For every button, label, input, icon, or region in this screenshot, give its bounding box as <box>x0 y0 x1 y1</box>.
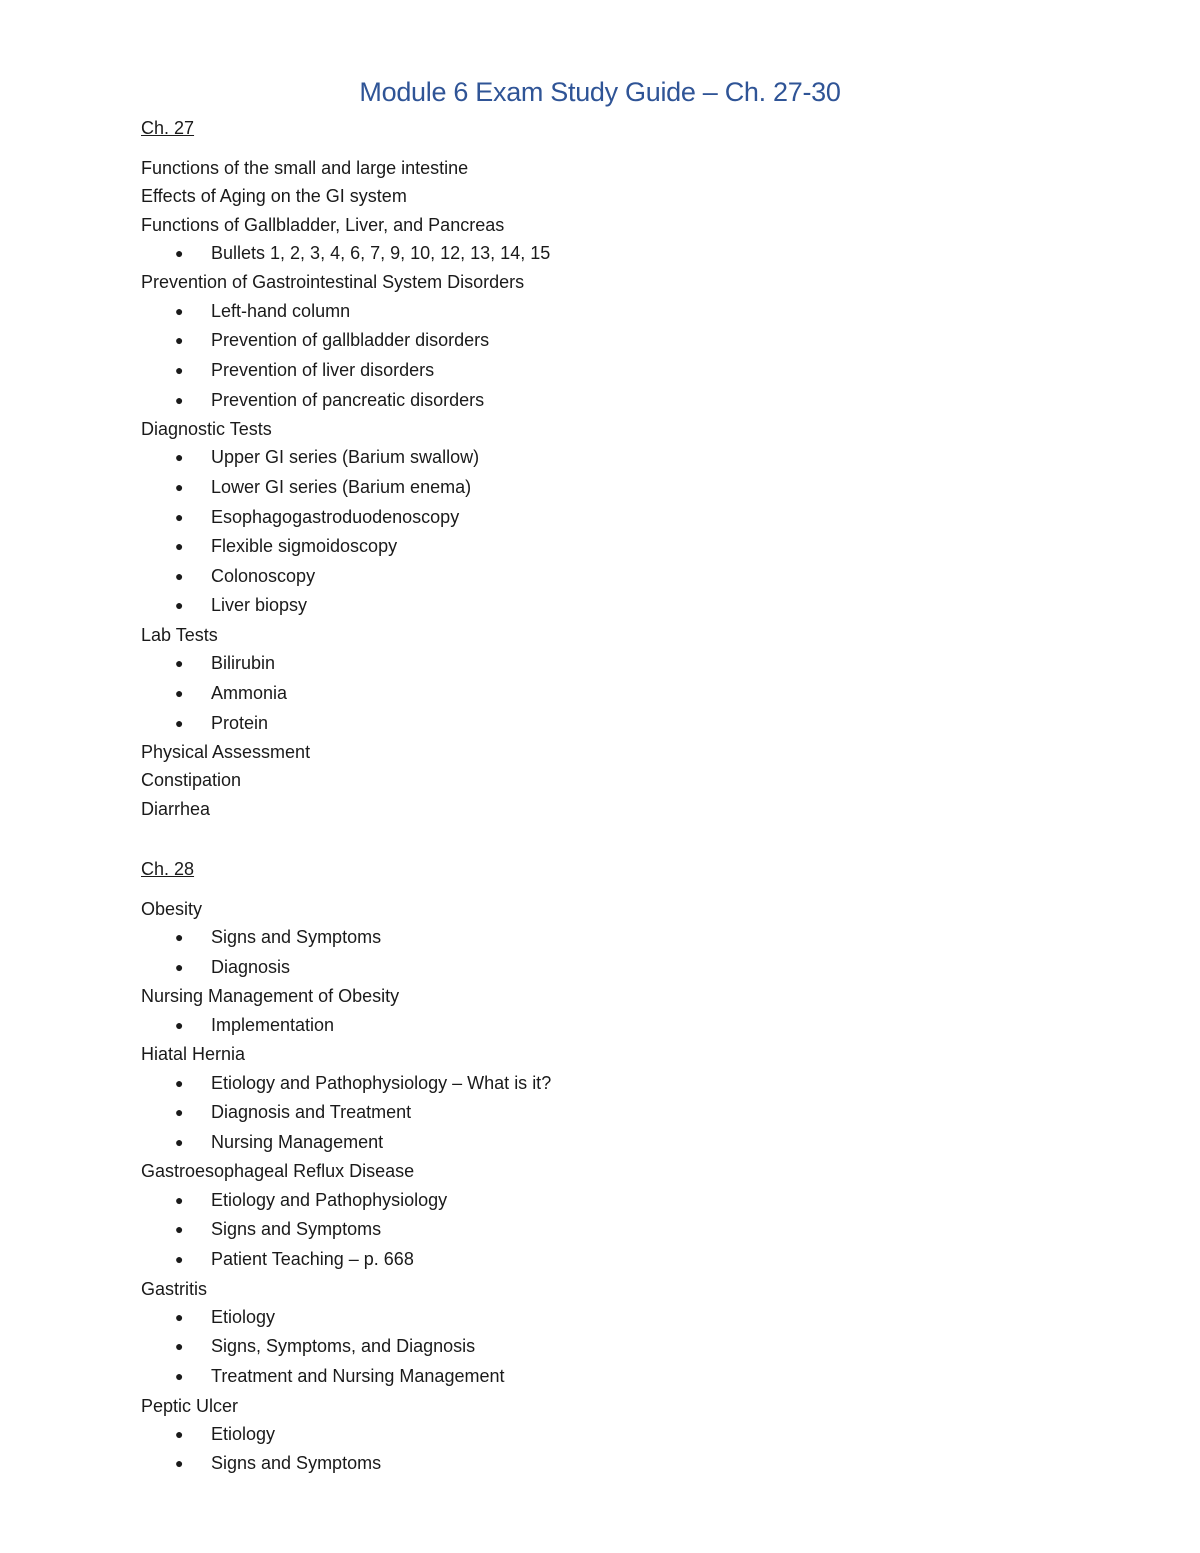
list-item-text: Ammonia <box>211 682 288 703</box>
bullet-icon: ● <box>175 361 184 378</box>
bullet-icon: ● <box>175 508 184 525</box>
bullet-icon: ● <box>175 1250 184 1267</box>
list-item-text: Patient Teaching – p. 668 <box>211 1248 414 1269</box>
bullet-list <box>141 443 1081 621</box>
topic-heading: Obesity <box>141 898 203 919</box>
list-item <box>141 503 1081 533</box>
list-item <box>141 1011 1081 1041</box>
bullet-icon: ● <box>175 684 184 701</box>
topic-heading: Physical Assessment <box>141 742 311 763</box>
bullet-icon: ● <box>175 449 184 466</box>
topic-heading: Nursing Management of Obesity <box>141 986 400 1007</box>
list-item-text: Signs, Symptoms, and Diagnosis <box>211 1336 476 1357</box>
list-item <box>141 1245 1081 1275</box>
bullet-list <box>141 1011 1081 1041</box>
list-item-text: Bullets 1, 2, 3, 4, 6, 7, 9, 10, 12, 13, 14, 15 <box>211 242 551 263</box>
bullet-list <box>141 1069 1081 1158</box>
list-item <box>141 1186 1081 1216</box>
list-item <box>141 1362 1081 1392</box>
bullet-icon: ● <box>175 655 184 672</box>
page-title: Module 6 Exam Study Guide – Ch. 27-30 <box>359 77 841 107</box>
topic-heading: Diagnostic Tests <box>141 419 272 440</box>
bullet-icon: ● <box>175 1338 184 1355</box>
bullet-icon: ● <box>175 567 184 584</box>
topic-heading: Functions of the small and large intestine <box>141 158 469 178</box>
topic-heading: Gastroesophageal Reflux Disease <box>141 1161 415 1182</box>
list-item-text: Left-hand column <box>211 300 351 321</box>
topic-heading: Gastritis <box>141 1278 208 1299</box>
bullet-icon: ● <box>175 1016 184 1033</box>
list-item <box>141 591 1081 621</box>
topic-heading: Effects of Aging on the GI system <box>141 186 407 207</box>
bullet-icon: ● <box>175 1191 184 1208</box>
list-item-text: Upper GI series (Barium swallow) <box>211 447 480 468</box>
bullet-icon: ● <box>175 332 184 349</box>
list-item-text: Etiology <box>211 1306 276 1327</box>
list-item-text: Diagnosis <box>211 956 291 977</box>
list-item-text: Prevention of gallbladder disorders <box>211 330 490 351</box>
bullet-icon: ● <box>175 1133 184 1150</box>
list-item <box>141 923 1081 953</box>
list-item-text: Etiology and Pathophysiology – What is it? <box>211 1072 552 1093</box>
list-item-text: Liver biopsy <box>211 595 308 616</box>
list-item-text: Signs and Symptoms <box>211 1219 382 1240</box>
bullet-list <box>141 1186 1081 1275</box>
topic-heading: Peptic Ulcer <box>141 1395 239 1416</box>
list-item-text: Etiology <box>211 1423 276 1444</box>
bullet-list <box>141 239 1081 269</box>
list-item <box>141 1098 1081 1128</box>
list-item-text: Bilirubin <box>211 653 276 674</box>
bullet-icon: ● <box>175 1425 184 1442</box>
list-item-text: Prevention of pancreatic disorders <box>211 389 485 410</box>
list-item <box>141 1303 1081 1333</box>
bullet-list <box>141 923 1081 982</box>
list-item-text: Diagnosis and Treatment <box>211 1102 412 1123</box>
list-item <box>141 1332 1081 1362</box>
chapter-heading-ch28: Ch. 28 <box>141 858 195 879</box>
bullet-icon: ● <box>175 929 184 946</box>
list-item <box>141 386 1081 416</box>
bullet-icon: ● <box>175 1074 184 1091</box>
bullet-icon: ● <box>175 597 184 614</box>
list-item-text: Protein <box>211 712 269 733</box>
bullet-icon: ● <box>175 302 184 319</box>
list-item <box>141 562 1081 592</box>
list-item <box>141 239 1081 269</box>
list-item <box>141 532 1081 562</box>
topic-heading: Hiatal Hernia <box>141 1044 246 1065</box>
list-item <box>141 297 1081 327</box>
list-item-text: Nursing Management <box>211 1131 384 1152</box>
bullet-icon: ● <box>175 479 184 496</box>
bullet-icon: ● <box>175 391 184 408</box>
list-item-text: Prevention of liver disorders <box>211 359 435 380</box>
list-item-text: Esophagogastroduodenoscopy <box>211 506 460 527</box>
bullet-list <box>141 649 1081 738</box>
list-item-text: Implementation <box>211 1014 335 1035</box>
list-item <box>141 1128 1081 1158</box>
bullet-list <box>141 1303 1081 1392</box>
document-page <box>141 74 1081 1479</box>
list-item <box>141 473 1081 503</box>
list-item <box>141 326 1081 356</box>
list-item-text: Lower GI series (Barium enema) <box>211 477 472 498</box>
list-item-text: Signs and Symptoms <box>211 1453 382 1474</box>
list-item <box>141 1069 1081 1099</box>
chapter-spacer <box>141 823 1081 853</box>
list-item-text: Treatment and Nursing Management <box>211 1366 505 1386</box>
chapter-section-ch28 <box>141 895 1081 1479</box>
chapter-heading-ch27: Ch. 27 <box>141 118 195 138</box>
list-item <box>141 1449 1081 1479</box>
bullet-icon: ● <box>175 1104 184 1121</box>
chapter-section-ch27 <box>141 154 1081 823</box>
topic-heading: Constipation <box>141 770 242 791</box>
list-item <box>141 953 1081 983</box>
list-item <box>141 443 1081 473</box>
list-item-text: Colonoscopy <box>211 565 316 586</box>
bullet-icon: ● <box>175 1455 184 1472</box>
topic-heading: Prevention of Gastrointestinal System Disorders <box>141 272 525 293</box>
bullet-icon: ● <box>175 1308 184 1325</box>
list-item <box>141 649 1081 679</box>
list-item <box>141 1420 1081 1450</box>
bullet-list <box>141 297 1081 415</box>
list-item-text: Flexible sigmoidoscopy <box>211 536 398 557</box>
list-item <box>141 356 1081 386</box>
topic-heading: Lab Tests <box>141 625 218 646</box>
bullet-icon: ● <box>175 244 184 261</box>
topic-heading: Diarrhea <box>141 798 211 819</box>
list-item <box>141 709 1081 739</box>
list-item-text: Etiology and Pathophysiology <box>211 1189 448 1210</box>
list-item-text: Signs and Symptoms <box>211 927 382 948</box>
list-item <box>141 1215 1081 1245</box>
bullet-icon: ● <box>175 1221 184 1238</box>
bullet-icon: ● <box>175 714 184 731</box>
topic-heading: Functions of Gallbladder, Liver, and Pancreas <box>141 214 505 235</box>
bullet-icon: ● <box>175 958 184 975</box>
list-item <box>141 679 1081 709</box>
bullet-list <box>141 1420 1081 1479</box>
bullet-icon: ● <box>175 1368 184 1384</box>
bullet-icon: ● <box>175 538 184 555</box>
